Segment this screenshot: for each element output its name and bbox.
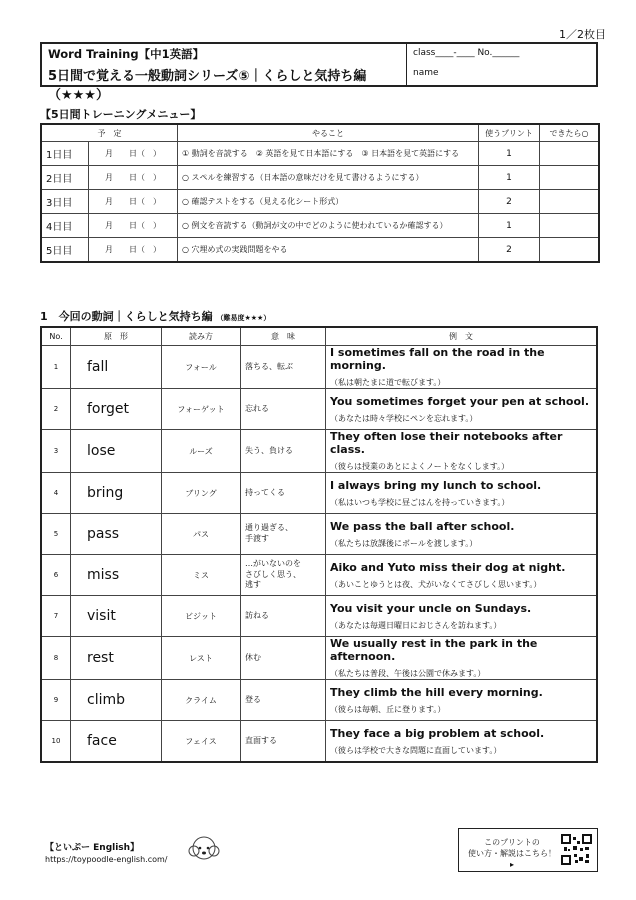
- example-english: I sometimes fall on the road in the morning.: [330, 346, 545, 372]
- example-japanese: （私は朝たまに道で転びます。）: [330, 378, 446, 387]
- menu-task: ○ スペルを練習する（日本語の意味だけを見て書けるようにする）: [178, 166, 479, 190]
- verb-row: [41, 473, 597, 514]
- verb-meaning: 持ってくる: [241, 473, 326, 514]
- verb-number: 6: [41, 555, 71, 596]
- verb-meaning: …がいないのを さびしく思う、 逃す: [241, 555, 326, 596]
- example-english: They often lose their notebooks after class.: [330, 430, 563, 456]
- menu-section-title: 【5日間トレーニングメニュー】: [40, 108, 202, 121]
- menu-date-field[interactable]: 月 日（ ）: [89, 214, 178, 238]
- verb-base-form: climb: [71, 680, 162, 721]
- example-japanese: （あいことゆうとは夜、犬がいなくてさびしく思います。）: [330, 579, 542, 589]
- menu-done-checkbox[interactable]: [540, 238, 600, 263]
- verb-meaning: 通り過ぎる、 手渡す: [241, 514, 326, 555]
- verb-reading: フォール: [162, 346, 241, 389]
- menu-header-schedule: 予 定: [41, 124, 178, 142]
- example-english: I always bring my lunch to school.: [330, 478, 542, 492]
- example-english: You visit your uncle on Sundays.: [330, 601, 532, 615]
- menu-row: [41, 214, 599, 238]
- menu-print: 1: [479, 142, 540, 166]
- verb-reading: ブリング: [162, 473, 241, 514]
- example-english: We pass the ball after school.: [330, 519, 515, 533]
- verb-base-form: fall: [71, 346, 162, 389]
- training-menu-table: [40, 123, 600, 263]
- verb-example: [326, 637, 598, 680]
- menu-task: ○ 穴埋め式の実践問題をやる: [178, 238, 479, 263]
- example-japanese: （彼らは学校で大きな問題に直面しています。）: [330, 745, 502, 755]
- verb-number: 7: [41, 596, 71, 637]
- menu-task: ○ 例文を音読する（動詞が文の中でどのように使われているか確認する）: [178, 214, 479, 238]
- example-english: You sometimes forget your pen at school.: [330, 394, 589, 408]
- example-english: They face a big problem at school.: [330, 726, 545, 740]
- example-japanese: （彼らは授業のあとによくノートをなくします。）: [330, 462, 510, 471]
- example-english: They climb the hill every morning.: [330, 685, 543, 699]
- example-japanese: （あなたは時々学校にペンを忘れます。）: [330, 413, 478, 423]
- verb-reading: クライム: [162, 680, 241, 721]
- menu-day: 4日目: [41, 214, 89, 238]
- menu-day: 5日目: [41, 238, 89, 263]
- example-japanese: （彼らは毎朝、丘に登ります。）: [330, 704, 446, 714]
- verb-base-form: lose: [71, 430, 162, 473]
- page-number: 1／2枚目: [559, 28, 606, 41]
- menu-row: [41, 238, 599, 263]
- menu-day: 3日目: [41, 190, 89, 214]
- verb-number: 4: [41, 473, 71, 514]
- verb-row: [41, 430, 597, 473]
- verb-example: [326, 389, 598, 430]
- example-japanese: （私はいつも学校に昼ごはんを持っていきます。）: [330, 497, 510, 507]
- menu-date-field[interactable]: 月 日（ ）: [89, 166, 178, 190]
- verb-number: 5: [41, 514, 71, 555]
- header-title-line1: Word Training【中1英語】: [48, 47, 205, 61]
- example-english: Aiko and Yuto miss their dog at night.: [330, 560, 566, 574]
- verb-base-form: face: [71, 721, 162, 763]
- verb-number: 2: [41, 389, 71, 430]
- menu-print: 1: [479, 214, 540, 238]
- footer-url[interactable]: https://toypoodle-english.com/: [45, 855, 168, 864]
- header-student-box: [407, 44, 596, 85]
- verb-reading: フェイス: [162, 721, 241, 763]
- menu-print: 1: [479, 166, 540, 190]
- example-japanese: （私たちは普段、午後は公園で休みます。）: [330, 669, 486, 678]
- poodle-icon: [185, 832, 223, 866]
- verb-row: [41, 389, 597, 430]
- verb-example: [326, 721, 598, 763]
- verb-row: [41, 346, 597, 389]
- verb-example: [326, 555, 598, 596]
- promo-text: このプリントの 使い方・解説はこちら！▸: [468, 838, 556, 870]
- verb-number: 8: [41, 637, 71, 680]
- example-japanese: （あなたは毎週日曜日におじさんを訪ねます。）: [330, 620, 502, 630]
- menu-header-done: できたら○: [540, 124, 600, 142]
- menu-print: 2: [479, 238, 540, 263]
- promo-box[interactable]: [458, 828, 598, 872]
- words-header-mean: 意 味: [241, 327, 326, 346]
- difficulty-label: （難易度★★★）: [216, 314, 271, 322]
- menu-task: ○ 確認テストをする（見える化シート形式）: [178, 190, 479, 214]
- verb-example: [326, 680, 598, 721]
- verb-row: [41, 721, 597, 763]
- verb-base-form: bring: [71, 473, 162, 514]
- menu-done-checkbox[interactable]: [540, 190, 600, 214]
- header-title-line2: 5日間で覚える一般動詞シリーズ⑤｜くらしと気持ち編（★★★）: [48, 69, 367, 103]
- words-header-no: No.: [41, 327, 71, 346]
- verb-meaning: 休む: [241, 637, 326, 680]
- menu-date-field[interactable]: 月 日（ ）: [89, 190, 178, 214]
- verb-number: 1: [41, 346, 71, 389]
- verb-reading: パス: [162, 514, 241, 555]
- menu-date-field[interactable]: 月 日（ ）: [89, 238, 178, 263]
- words-section-label: 1 今回の動詞｜くらしと気持ち編: [40, 310, 213, 323]
- header-title-box: [42, 44, 407, 103]
- verb-row: [41, 555, 597, 596]
- menu-row: [41, 142, 599, 166]
- verb-base-form: forget: [71, 389, 162, 430]
- verb-reading: ビジット: [162, 596, 241, 637]
- verb-reading: ルーズ: [162, 430, 241, 473]
- verb-base-form: rest: [71, 637, 162, 680]
- menu-done-checkbox[interactable]: [540, 166, 600, 190]
- verb-meaning: 忘れる: [241, 389, 326, 430]
- words-header-row: [41, 327, 597, 346]
- verb-reading: フォーゲット: [162, 389, 241, 430]
- words-header-form: 原 形: [71, 327, 162, 346]
- menu-header-task: やること: [178, 124, 479, 142]
- verb-reading: ミス: [162, 555, 241, 596]
- menu-day: 2日目: [41, 166, 89, 190]
- qr-code-icon[interactable]: [561, 834, 592, 865]
- example-japanese: （私たちは放課後にボールを渡します。）: [330, 538, 478, 548]
- verb-base-form: pass: [71, 514, 162, 555]
- verb-row: [41, 514, 597, 555]
- verb-example: [326, 346, 598, 389]
- verb-number: 3: [41, 430, 71, 473]
- menu-task: ① 動詞を音読する ② 英語を見て日本語にする ③ 日本語を見て英語にする: [178, 142, 479, 166]
- verb-row: [41, 680, 597, 721]
- verb-number: 9: [41, 680, 71, 721]
- worksheet-header: [40, 42, 598, 103]
- verb-row: [41, 596, 597, 637]
- verb-base-form: visit: [71, 596, 162, 637]
- footer-brand: 【といぷー English】: [45, 843, 140, 853]
- verb-meaning: 直面する: [241, 721, 326, 763]
- verb-row: [41, 637, 597, 680]
- verb-number: 10: [41, 721, 71, 763]
- menu-print: 2: [479, 190, 540, 214]
- verb-example: [326, 514, 598, 555]
- words-header-read: 読み方: [162, 327, 241, 346]
- menu-done-checkbox[interactable]: [540, 142, 600, 166]
- example-english: We usually rest in the park in the afternoon.: [330, 637, 538, 663]
- name-field[interactable]: name: [413, 68, 439, 78]
- class-number-field[interactable]: class____-____ No.______: [413, 48, 520, 58]
- words-section-title: [40, 308, 270, 324]
- verb-example: [326, 430, 598, 473]
- verb-base-form: miss: [71, 555, 162, 596]
- verb-reading: レスト: [162, 637, 241, 680]
- verb-meaning: 失う、負ける: [241, 430, 326, 473]
- verb-meaning: 登る: [241, 680, 326, 721]
- menu-row: [41, 190, 599, 214]
- menu-date-field[interactable]: 月 日（ ）: [89, 142, 178, 166]
- menu-day: 1日目: [41, 142, 89, 166]
- verb-example: [326, 473, 598, 514]
- verb-example: [326, 596, 598, 637]
- verb-meaning: 訪ねる: [241, 596, 326, 637]
- verb-meaning: 落ちる、転ぶ: [241, 346, 326, 389]
- menu-row: [41, 166, 599, 190]
- words-header-example: 例 文: [326, 327, 598, 346]
- menu-header-row: [41, 124, 599, 142]
- verb-list-table: [40, 326, 598, 763]
- menu-done-checkbox[interactable]: [540, 214, 600, 238]
- menu-header-print: 使うプリント: [479, 124, 540, 142]
